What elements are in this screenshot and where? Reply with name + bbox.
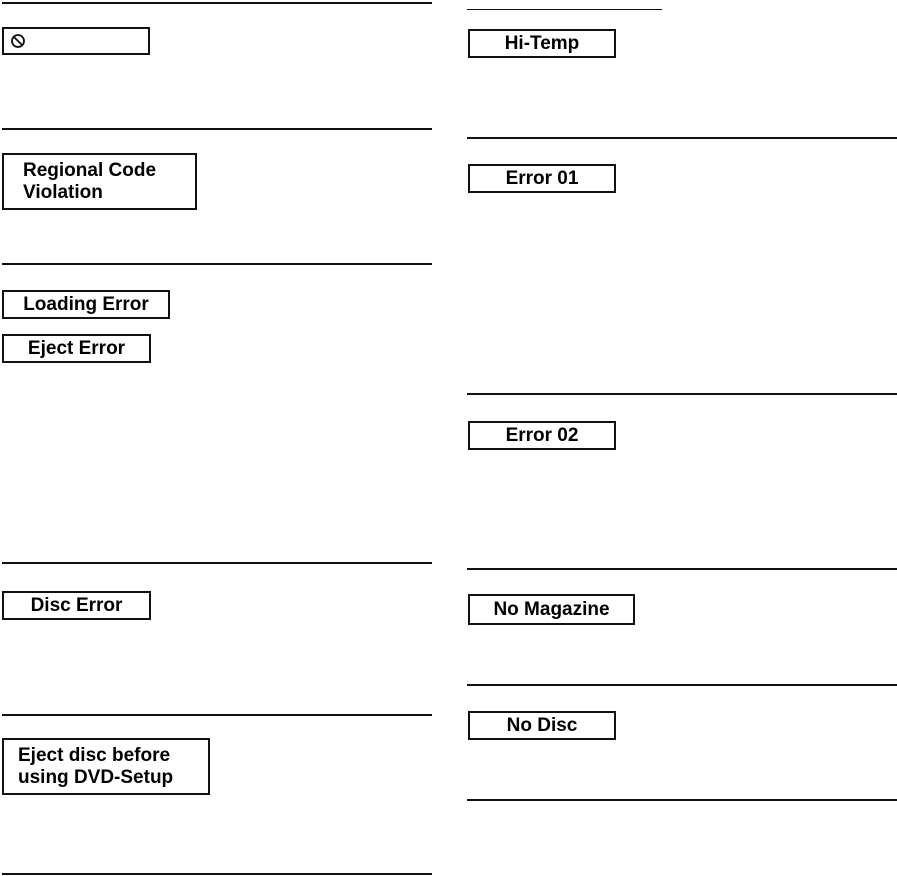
loading-error-box: [2, 290, 170, 319]
divider-left-5: [2, 714, 432, 716]
divider-right-4: [467, 684, 897, 686]
eject-before-line-1: Eject disc before: [18, 744, 171, 766]
divider-right-5: [467, 799, 897, 801]
prohibited-display-box: [2, 27, 150, 55]
hi-temp-box: [468, 29, 616, 58]
eject-error-box: [2, 334, 151, 363]
no-disc-box: [468, 711, 616, 740]
divider-left-6: [2, 873, 432, 875]
no-magazine-box: [468, 594, 635, 625]
divider-left-4: [2, 562, 432, 564]
regional-code-violation-box: [2, 153, 197, 210]
regional-code-line-2: Violation: [23, 181, 103, 203]
eject-before-line-2: using DVD-Setup: [18, 766, 174, 788]
no-entry-icon: [10, 33, 26, 49]
no-magazine-label: No Magazine: [493, 598, 610, 620]
loading-error-label: Loading Error: [23, 293, 149, 315]
eject-before-setup-box: [2, 738, 210, 795]
divider-right-1: [467, 137, 897, 139]
hi-temp-label: Hi-Temp: [504, 32, 580, 54]
divider-right-3: [467, 568, 897, 570]
no-disc-label: No Disc: [506, 714, 578, 736]
error-02-label: Error 02: [505, 424, 579, 446]
divider-left-3: [2, 263, 432, 265]
divider-right-2: [467, 393, 897, 395]
error-02-box: [468, 421, 616, 450]
divider-left-1: [2, 2, 432, 4]
error-01-label: Error 01: [505, 167, 579, 189]
regional-code-line-1: Regional Code: [23, 159, 157, 181]
disc-error-box: [2, 591, 151, 620]
divider-left-2: [2, 128, 432, 130]
disc-error-label: Disc Error: [30, 594, 123, 616]
eject-error-label: Eject Error: [27, 337, 126, 359]
error-01-box: [468, 164, 616, 193]
divider-right-top: [467, 9, 662, 10]
